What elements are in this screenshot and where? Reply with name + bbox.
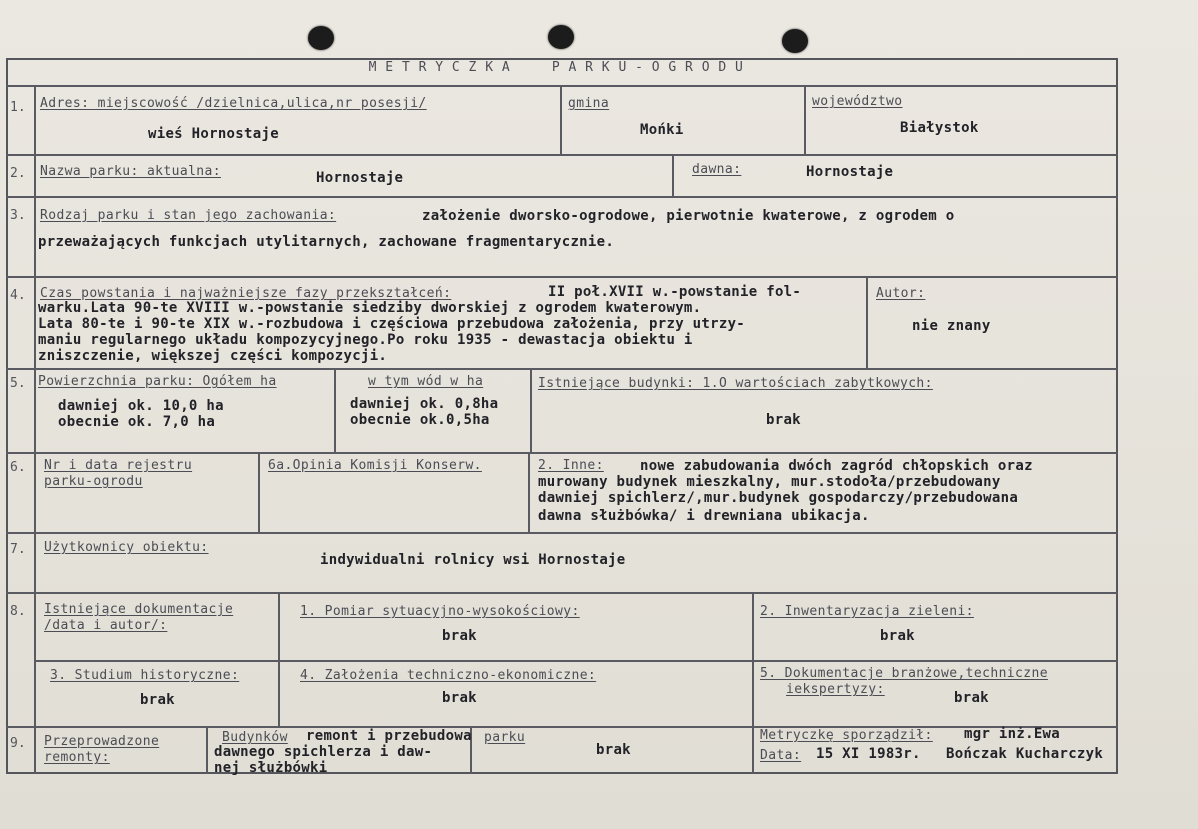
rule-row6-div1 xyxy=(258,453,260,532)
row-number-1: 1. xyxy=(10,100,26,115)
history-text-2: warku.Lata 90-te XVIII w.-powstanie siedziby dworskiej z ogrodem kwaterowym. xyxy=(38,300,702,316)
doc2-label: 2. Inwentaryzacja zieleni: xyxy=(760,604,974,619)
rule-row6-div2 xyxy=(528,453,530,532)
rule-row4-bottom xyxy=(6,368,1118,370)
rule-row2-bottom xyxy=(6,196,1118,198)
park-type-value-1: założenie dworsko-ogrodowe, pierwotnie kwaterowe, z ogrodem o xyxy=(422,208,955,224)
users-label: Użytkownicy obiektu: xyxy=(44,540,209,555)
water-area-current: obecnie ok.0,5ha xyxy=(350,412,490,428)
history-label: Czas powstania i najważniejsze fazy przekształceń: xyxy=(40,286,452,301)
buildings-works-label: Budynków xyxy=(222,730,288,745)
water-area-label: w tym wód w ha xyxy=(368,374,484,389)
history-text-3: Lata 80-te i 90-te XIX w.-rozbudowa i częściowa przebudowa założenia, przy utrzy- xyxy=(38,316,746,332)
punch-hole-left xyxy=(308,26,334,50)
water-area-former: dawniej ok. 0,8ha xyxy=(350,396,499,412)
doc1-label: 1. Pomiar sytuacyjno-wysokościowy: xyxy=(300,604,580,619)
park-works-value: brak xyxy=(596,742,631,758)
author-name: Bończak Kucharczyk xyxy=(946,746,1104,762)
history-text-1: II poł.XVII w.-powstanie fol- xyxy=(548,284,802,300)
prepared-by-value: mgr inż.Ewa xyxy=(964,726,1061,742)
row-number-9: 9. xyxy=(10,736,26,751)
voivodeship-value: Białystok xyxy=(900,120,979,136)
register-label-2: parku-ogrodu xyxy=(44,474,143,489)
rule-row9-div3 xyxy=(752,727,754,774)
conservation-opinion-label: 6a.Opinia Komisji Konserw. xyxy=(268,458,482,473)
row-number-3: 3. xyxy=(10,208,26,223)
history-text-4: maniu regularnego układu kompozycyjnego.Po roku 1935 - dewastacja obiektu i xyxy=(38,332,693,348)
park-name-value: Hornostaje xyxy=(316,170,404,186)
doc1-value: brak xyxy=(442,628,477,644)
park-works-label: parku xyxy=(484,730,526,745)
rule-row7-bottom xyxy=(6,592,1118,594)
form-title: M E T R Y C Z K A P A R K U - O G R O D U xyxy=(368,60,744,75)
rule-row5-div1 xyxy=(334,369,336,452)
rule-row3-bottom xyxy=(6,276,1118,278)
other-buildings-text-1: nowe zabudowania dwóch zagród chłopskich oraz xyxy=(640,458,1033,474)
rule-row5-div2 xyxy=(530,369,532,452)
history-text-5: zniszczenie, większej części kompozycji. xyxy=(38,348,388,364)
other-buildings-text-2: murowany budynek mieszkalny, mur.stodoła/przebudowany xyxy=(538,474,1001,490)
rule-title-bottom xyxy=(6,85,1118,87)
rule-row8-bottom xyxy=(6,726,1118,728)
renovations-label-2: remonty: xyxy=(44,750,110,765)
rule-row8-div2 xyxy=(752,593,754,726)
buildings-value: brak xyxy=(766,412,801,428)
date-label: Data: xyxy=(760,748,802,763)
register-label-1: Nr i data rejestru xyxy=(44,458,193,473)
row-number-2: 2. xyxy=(10,166,26,181)
row-number-4: 4. xyxy=(10,288,26,303)
buildings-works-text-2: dawnego spichlerza i daw- xyxy=(214,744,433,760)
rule-row2-div xyxy=(672,155,674,196)
doc5-label-2: iekspertyzy: xyxy=(786,682,885,697)
rule-row6-bottom xyxy=(6,532,1118,534)
punch-hole-right xyxy=(782,29,808,53)
address-value: wieś Hornostaje xyxy=(148,126,279,142)
doc4-value: brak xyxy=(442,690,477,706)
prepared-by-label: Metryczkę sporządził: xyxy=(760,728,933,743)
address-label: Adres: miejscowość /dzielnica,ulica,nr posesji/ xyxy=(40,96,427,111)
documentation-label-2: /data i autor/: xyxy=(44,618,168,633)
rule-number-column xyxy=(34,86,36,774)
gmina-value: Mońki xyxy=(640,122,684,138)
row-number-5: 5. xyxy=(10,376,26,391)
park-name-label: Nazwa parku: aktualna: xyxy=(40,164,221,179)
doc3-value: brak xyxy=(140,692,175,708)
former-name-label: dawna: xyxy=(692,162,742,177)
park-type-value-2: przeważających funkcjach utylitarnych, zachowane fragmentarycznie. xyxy=(38,234,615,250)
rule-row1-bottom xyxy=(6,154,1118,156)
voivodeship-label: województwo xyxy=(812,94,903,109)
row-number-7: 7. xyxy=(10,542,26,557)
author-label: Autor: xyxy=(876,286,926,301)
rule-row4-div xyxy=(866,277,868,368)
other-buildings-label: 2. Inne: xyxy=(538,458,604,473)
punch-hole-center xyxy=(548,25,574,49)
rule-row8-div1 xyxy=(278,593,280,726)
buildings-label: Istniejące budynki: 1.O wartościach zabytkowych: xyxy=(538,376,933,391)
row-number-8: 8. xyxy=(10,604,26,619)
doc2-value: brak xyxy=(880,628,915,644)
rule-row5-bottom xyxy=(6,452,1118,454)
row-number-6: 6. xyxy=(10,460,26,475)
date-value: 15 XI 1983r. xyxy=(816,746,921,762)
doc5-label-1: 5. Dokumentacje branżowe,techniczne xyxy=(760,666,1048,681)
doc4-label: 4. Założenia techniczno-ekonomiczne: xyxy=(300,668,597,683)
area-label: Powierzchnia parku: Ogółem ha xyxy=(38,374,277,389)
doc5-value: brak xyxy=(954,690,989,706)
rule-row9-div1 xyxy=(206,727,208,774)
users-value: indywidualni rolnicy wsi Hornostaje xyxy=(320,552,626,568)
renovations-label-1: Przeprowadzone xyxy=(44,734,160,749)
former-name-value: Hornostaje xyxy=(806,164,894,180)
doc3-label: 3. Studium historyczne: xyxy=(50,668,240,683)
other-buildings-text-4: dawna służbówka/ i drewniana ubikacja. xyxy=(538,508,870,524)
area-current: obecnie ok. 7,0 ha xyxy=(58,414,216,430)
area-former: dawniej ok. 10,0 ha xyxy=(58,398,224,414)
author-value: nie znany xyxy=(912,318,991,334)
other-buildings-text-3: dawniej spichlerz/,mur.budynek gospodarczy/przebudowana xyxy=(538,490,1019,506)
documentation-label-1: Istniejące dokumentacje xyxy=(44,602,234,617)
buildings-works-text-3: nej służbówki xyxy=(214,760,328,776)
buildings-works-text-1: remont i przebudowa xyxy=(306,728,472,744)
park-type-label: Rodzaj parku i stan jego zachowania: xyxy=(40,208,337,223)
rule-row1-div2 xyxy=(804,86,806,154)
rule-row8-middle xyxy=(36,660,1118,662)
gmina-label: gmina xyxy=(568,96,610,111)
rule-row1-div1 xyxy=(560,86,562,154)
